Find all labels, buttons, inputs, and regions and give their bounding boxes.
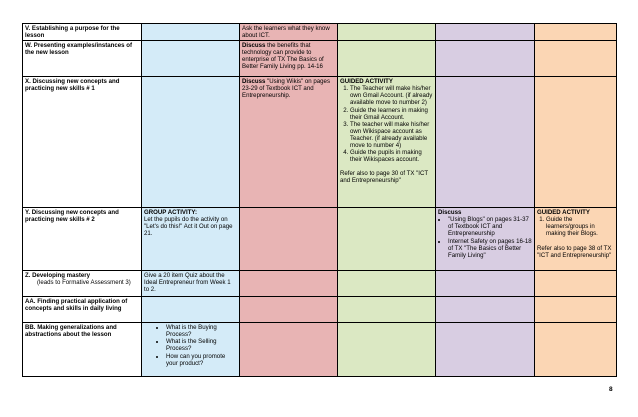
lesson-plan-table — [22, 23, 617, 377]
list-item: 1. Guide the learners/groups in making their Blogs. — [546, 216, 614, 237]
day4-cell — [436, 208, 535, 271]
day3-cell — [338, 77, 436, 208]
row-label: X. Discussing new concepts and practicing new skills # 1 — [23, 77, 142, 208]
discuss-label: Discuss — [438, 209, 462, 217]
list-item: • "Using Blogs" on pages 31-37 of Textbook ICT and Entrepreneurship — [448, 216, 532, 237]
day5-cell — [535, 77, 617, 208]
day5-cell — [535, 41, 617, 77]
row-label — [23, 271, 142, 297]
day2-cell — [240, 208, 338, 271]
activity-heading: GUIDED ACTIVITY — [340, 78, 393, 86]
row-label-text: Z. Developing mastery — [25, 272, 91, 280]
list-item: • What is the Selling Process? — [166, 338, 237, 352]
discuss-label: Discuss — [242, 42, 266, 50]
day4-cell — [436, 24, 535, 41]
day2-cell: Ask the learners what they know about ICT. — [240, 24, 338, 41]
day3-cell — [338, 323, 436, 377]
row-sublabel: (leads to Formative Assessment 3) — [37, 279, 131, 287]
day3-cell — [338, 297, 436, 323]
day4-cell — [436, 271, 535, 297]
discussion-list — [448, 216, 532, 259]
day5-cell — [535, 24, 617, 41]
row-practical-application — [23, 297, 617, 323]
day2-cell — [240, 41, 338, 77]
day5-cell — [535, 271, 617, 297]
day2-cell — [240, 323, 338, 377]
day4-cell — [436, 297, 535, 323]
row-generalizations — [23, 323, 617, 377]
day1-cell — [142, 24, 240, 41]
day3-cell — [338, 208, 436, 271]
day4-cell — [436, 323, 535, 377]
day5-cell — [535, 208, 617, 271]
list-item: • What is the Buying Process? — [166, 324, 237, 338]
day1-cell — [142, 208, 240, 271]
day1-cell — [142, 297, 240, 323]
day1-cell — [142, 323, 240, 377]
list-item: 4. Guide the pupils in making their Wikispaces account. — [350, 149, 433, 163]
discuss-label: Discuss — [242, 78, 266, 86]
day5-cell — [535, 323, 617, 377]
list-item: 3. The teacher will make his/her own Wikispace account as Teacher. (if already available move to number 4) — [350, 121, 433, 149]
day4-cell — [436, 41, 535, 77]
day3-cell — [338, 41, 436, 77]
activity-heading: GROUP ACTIVITY: — [144, 209, 198, 217]
list-item: 2. Guide the learners in making their Gmail Account. — [350, 107, 433, 121]
activity-steps — [546, 216, 614, 237]
cell-text: the benefits that technology can provide to enterprise of TX The Basics of Better Family Living pp. 14-16 — [242, 42, 324, 71]
day2-cell — [240, 271, 338, 297]
reference-note: Refer also to page 38 of TX "ICT and Entrepreneurship" — [537, 244, 612, 259]
row-label: Y. Discussing new concepts and practicing new skills # 2 — [23, 208, 142, 271]
row-discussing-concepts-1 — [23, 77, 617, 208]
day1-cell — [142, 41, 240, 77]
day2-cell — [240, 297, 338, 323]
day1-cell: Give a 20 item Quiz about the Ideal Entrepreneur from Week 1 to 2. — [142, 271, 240, 297]
row-label: W. Presenting examples/instances of the new lesson — [23, 41, 142, 77]
activity-steps — [350, 85, 433, 163]
question-list — [166, 324, 237, 367]
row-label: V. Establishing a purpose for the lesson — [23, 24, 142, 41]
day5-cell — [535, 297, 617, 323]
list-item: • Internet Safety on pages 16-18 of TX "The Basics of Better Family Living" — [448, 238, 532, 259]
row-developing-mastery — [23, 271, 617, 297]
row-label: BB. Making generalizations and abstractions about the lesson — [23, 323, 142, 377]
day1-cell — [142, 77, 240, 208]
day4-cell — [436, 77, 535, 208]
day3-cell — [338, 24, 436, 41]
row-establishing-purpose — [23, 24, 617, 41]
activity-heading: GUIDED ACTIVITY — [537, 209, 590, 217]
row-label: AA. Finding practical application of concepts and skills in daily living — [23, 297, 142, 323]
list-item: • How can you promote your product? — [166, 353, 237, 367]
row-presenting-examples — [23, 41, 617, 77]
cell-text: "Using Wikis" on pages 23-29 of Textbook ICT and Entrepreneurship. — [242, 78, 330, 100]
list-item: 1. The Teacher will make his/her own Gmail Account. (if already available move to number 2) — [350, 85, 433, 106]
cell-text: Let the pupils do the activity on "Let's do this!" Act it Out on page 21. — [144, 216, 233, 238]
day2-cell — [240, 77, 338, 208]
reference-note: Refer also to page 30 of TX "ICT and Entrepreneurship" — [340, 170, 428, 185]
day3-cell — [338, 271, 436, 297]
page-number: 8 — [609, 386, 613, 393]
row-discussing-concepts-2 — [23, 208, 617, 271]
